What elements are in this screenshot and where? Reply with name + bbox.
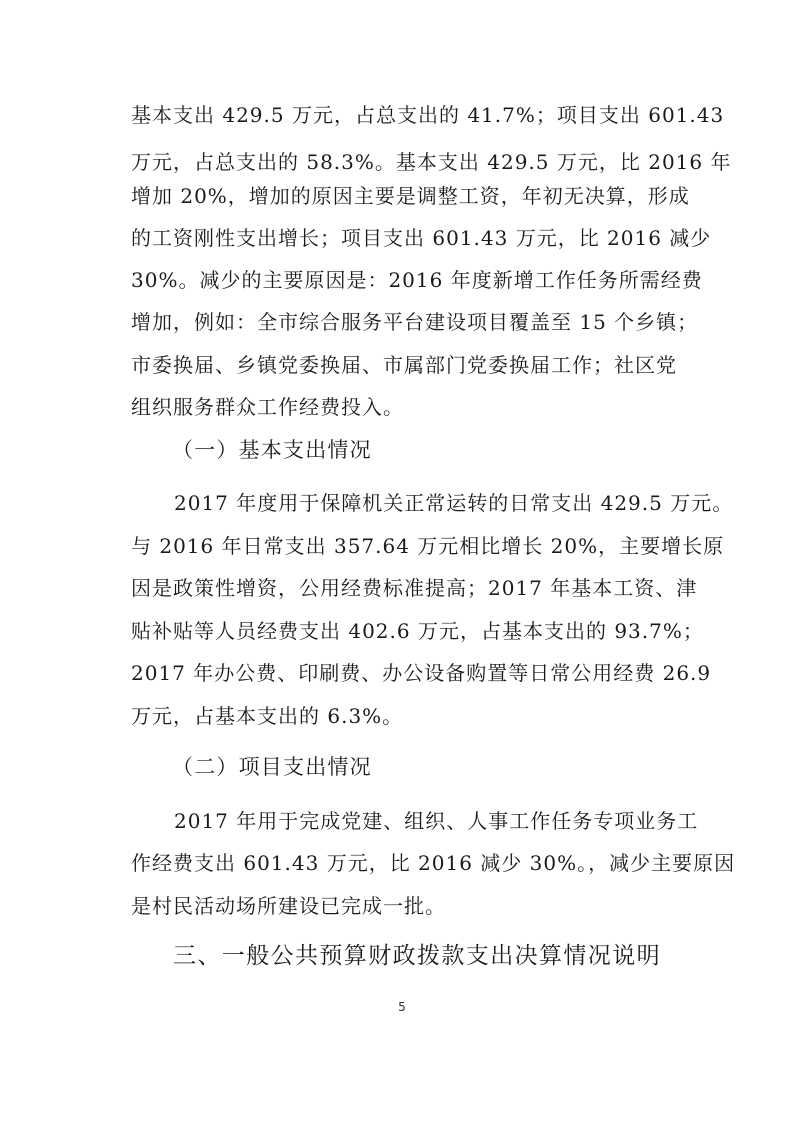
paragraph-line: 市委换届、乡镇党委换届、市属部门党委换届工作；社区党 (131, 353, 677, 377)
paragraph-line: 2017 年度用于保障机关正常运转的日常支出 429.5 万元。 (174, 491, 734, 515)
paragraph-line: 万元，占总支出的 58.3%。基本支出 429.5 万元，比 2016 年 (131, 150, 732, 174)
paragraph-line: 作经费支出 601.43 万元，比 2016 减少 30%。，减少主要原因 (131, 851, 736, 875)
paragraph-line: 2017 年办公费、印刷费、办公设备购置等日常公用经费 26.9 (131, 661, 712, 685)
paragraph-line: 贴补贴等人员经费支出 402.6 万元，占基本支出的 93.7%； (131, 619, 704, 643)
paragraph-line: 的工资刚性支出增长；项目支出 601.43 万元，比 2016 减少 (131, 226, 712, 250)
paragraph-line: 因是政策性增资，公用经费标准提高；2017 年基本工资、津 (131, 576, 698, 600)
paragraph-line: 是村民活动场所建设已完成一批。 (131, 894, 446, 918)
paragraph-line: 基本支出 429.5 万元，占总支出的 41.7%；项目支出 601.43 (131, 103, 725, 127)
section-heading-budget-explanation: 三、一般公共预算财政拨款支出决算情况说明 (173, 943, 661, 969)
subsection-heading-basic-expenditure: （一）基本支出情况 (172, 438, 372, 462)
subsection-heading-project-expenditure: （二）项目支出情况 (172, 755, 372, 779)
paragraph-line: 增加 20%，增加的原因主要是调整工资，年初无决算，形成 (131, 184, 690, 208)
paragraph-line: 万元，占基本支出的 6.3%。 (131, 704, 404, 728)
paragraph-line: 30%。减少的主要原因是：2016 年度新增工作任务所需经费 (131, 268, 703, 292)
page-number: 5 (398, 1000, 406, 1014)
paragraph-line: 增加，例如：全市综合服务平台建设项目覆盖至 15 个乡镇； (131, 310, 699, 334)
paragraph-line: 2017 年用于完成党建、组织、人事工作任务专项业务工 (174, 809, 699, 833)
paragraph-line: 组织服务群众工作经费投入。 (131, 395, 404, 419)
paragraph-line: 与 2016 年日常支出 357.64 万元相比增长 20%，主要增长原 (131, 534, 725, 558)
